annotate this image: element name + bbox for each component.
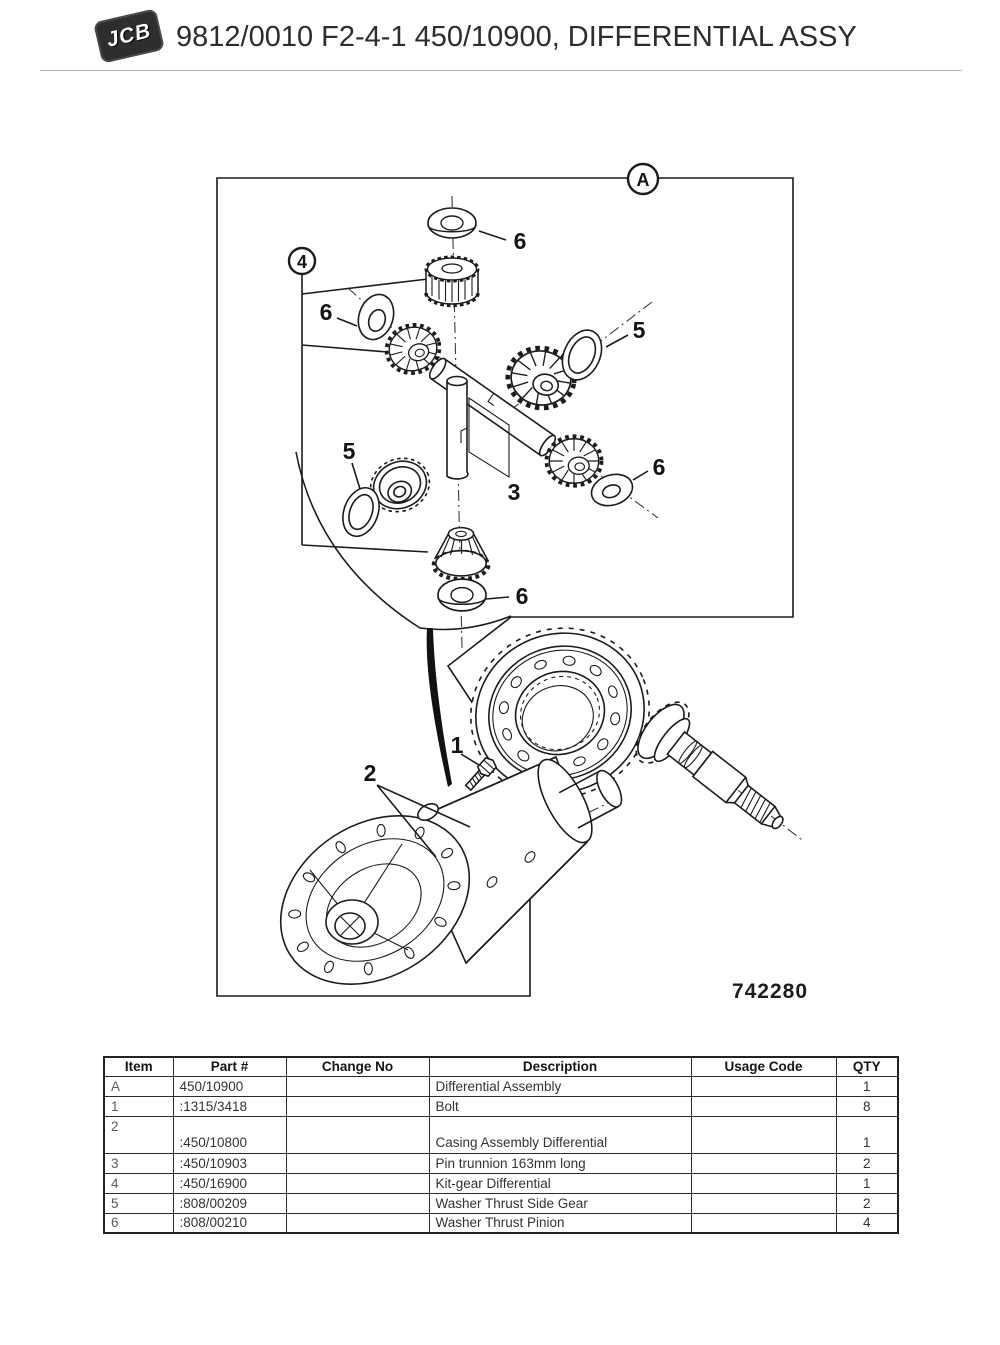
cell-item: 1 xyxy=(104,1096,173,1116)
cell-qty: 1 xyxy=(836,1173,898,1193)
cell-qty: 2 xyxy=(836,1193,898,1213)
cell-part: :1315/3418 xyxy=(173,1096,286,1116)
cell-item: 2 xyxy=(104,1116,173,1153)
cell-usage-code xyxy=(691,1173,836,1193)
cell-qty: 2 xyxy=(836,1153,898,1173)
cell-description: Washer Thrust Pinion xyxy=(429,1213,691,1233)
callout-6-bottom-washer: 6 xyxy=(515,583,529,609)
cell-item: A xyxy=(104,1076,173,1096)
parts-table-header-row xyxy=(104,1057,898,1076)
col-header-part: Part # xyxy=(173,1057,286,1076)
cell-usage-code xyxy=(691,1213,836,1233)
cell-item: 3 xyxy=(104,1153,173,1173)
cell-change-no xyxy=(286,1173,429,1193)
table-row-item-5[interactable] xyxy=(104,1193,898,1213)
cell-item: 4 xyxy=(104,1173,173,1193)
col-header-qty: QTY xyxy=(836,1057,898,1076)
table-row-item-1[interactable] xyxy=(104,1096,898,1116)
cell-description: Washer Thrust Side Gear xyxy=(429,1193,691,1213)
cell-usage-code xyxy=(691,1076,836,1096)
cell-qty: 1 xyxy=(836,1076,898,1096)
cell-part: 450/10900 xyxy=(173,1076,286,1096)
thrust-washer-pinion-bottom xyxy=(438,579,486,611)
callout-2-casing: 2 xyxy=(363,760,377,786)
callout-3-pin: 3 xyxy=(507,479,521,505)
callout-6-top-washer: 6 xyxy=(513,228,527,254)
table-row-item-6[interactable] xyxy=(104,1213,898,1233)
callout-5-left-washer: 5 xyxy=(342,438,356,464)
figure-number: 742280 xyxy=(731,980,809,1003)
cell-change-no xyxy=(286,1096,429,1116)
balloon-4-label: 4 xyxy=(296,252,308,272)
balloon-a-label: A xyxy=(636,170,650,190)
callout-6-right-washer: 6 xyxy=(652,454,666,480)
col-header-change-no: Change No xyxy=(286,1057,429,1076)
table-row-item-2[interactable] xyxy=(104,1116,898,1153)
cell-part: :808/00210 xyxy=(173,1213,286,1233)
cell-usage-code xyxy=(691,1116,836,1153)
detail-pointer-wedge xyxy=(427,628,452,787)
bevel-pinion-gear-bottom xyxy=(434,528,489,579)
cell-change-no xyxy=(286,1153,429,1173)
cell-description: Kit-gear Differential xyxy=(429,1173,691,1193)
page-title: 9812/0010 F2-4-1 450/10900, DIFFERENTIAL ASSY xyxy=(176,21,857,53)
cell-item: 5 xyxy=(104,1193,173,1213)
callout-6-left-washer: 6 xyxy=(319,299,333,325)
col-header-description: Description xyxy=(429,1057,691,1076)
cell-usage-code xyxy=(691,1153,836,1173)
cell-part: :450/16900 xyxy=(173,1173,286,1193)
pin-trunnion-vertical xyxy=(447,377,468,479)
pinion-shaft-drawing xyxy=(626,693,803,853)
bevel-pinion-gear-lower-right xyxy=(546,436,601,485)
cell-description: Differential Assembly xyxy=(429,1076,691,1096)
differential-casing-drawing xyxy=(249,752,627,1019)
thrust-washer-pinion-top xyxy=(428,208,476,238)
cell-item: 6 xyxy=(104,1213,173,1233)
cell-part: :450/10800 xyxy=(173,1116,286,1153)
cell-description: Pin trunnion 163mm long xyxy=(429,1153,691,1173)
cell-change-no xyxy=(286,1193,429,1213)
cell-usage-code xyxy=(691,1096,836,1116)
cell-usage-code xyxy=(691,1193,836,1213)
cell-part: :450/10903 xyxy=(173,1153,286,1173)
spline-side-gear-top xyxy=(426,257,478,306)
cell-qty: 1 xyxy=(836,1116,898,1153)
col-header-usage-code: Usage Code xyxy=(691,1057,836,1076)
cell-description: Casing Assembly Differential xyxy=(429,1116,691,1153)
cell-description: Bolt xyxy=(429,1096,691,1116)
cell-part: :808/00209 xyxy=(173,1193,286,1213)
callout-1-bolt: 1 xyxy=(450,732,464,758)
cell-change-no xyxy=(286,1116,429,1153)
cell-change-no xyxy=(286,1076,429,1096)
jcb-logo-text: JCB xyxy=(104,19,154,52)
callout-5-right-washer: 5 xyxy=(632,317,646,343)
table-row-item-4[interactable] xyxy=(104,1173,898,1193)
table-row-item-a[interactable] xyxy=(104,1076,898,1096)
parts-table xyxy=(103,1056,899,1234)
balloon-view-a xyxy=(628,164,658,194)
cell-qty: 4 xyxy=(836,1213,898,1233)
col-header-item: Item xyxy=(104,1057,173,1076)
table-row-item-3[interactable] xyxy=(104,1153,898,1173)
cell-change-no xyxy=(286,1213,429,1233)
cell-qty: 8 xyxy=(836,1096,898,1116)
